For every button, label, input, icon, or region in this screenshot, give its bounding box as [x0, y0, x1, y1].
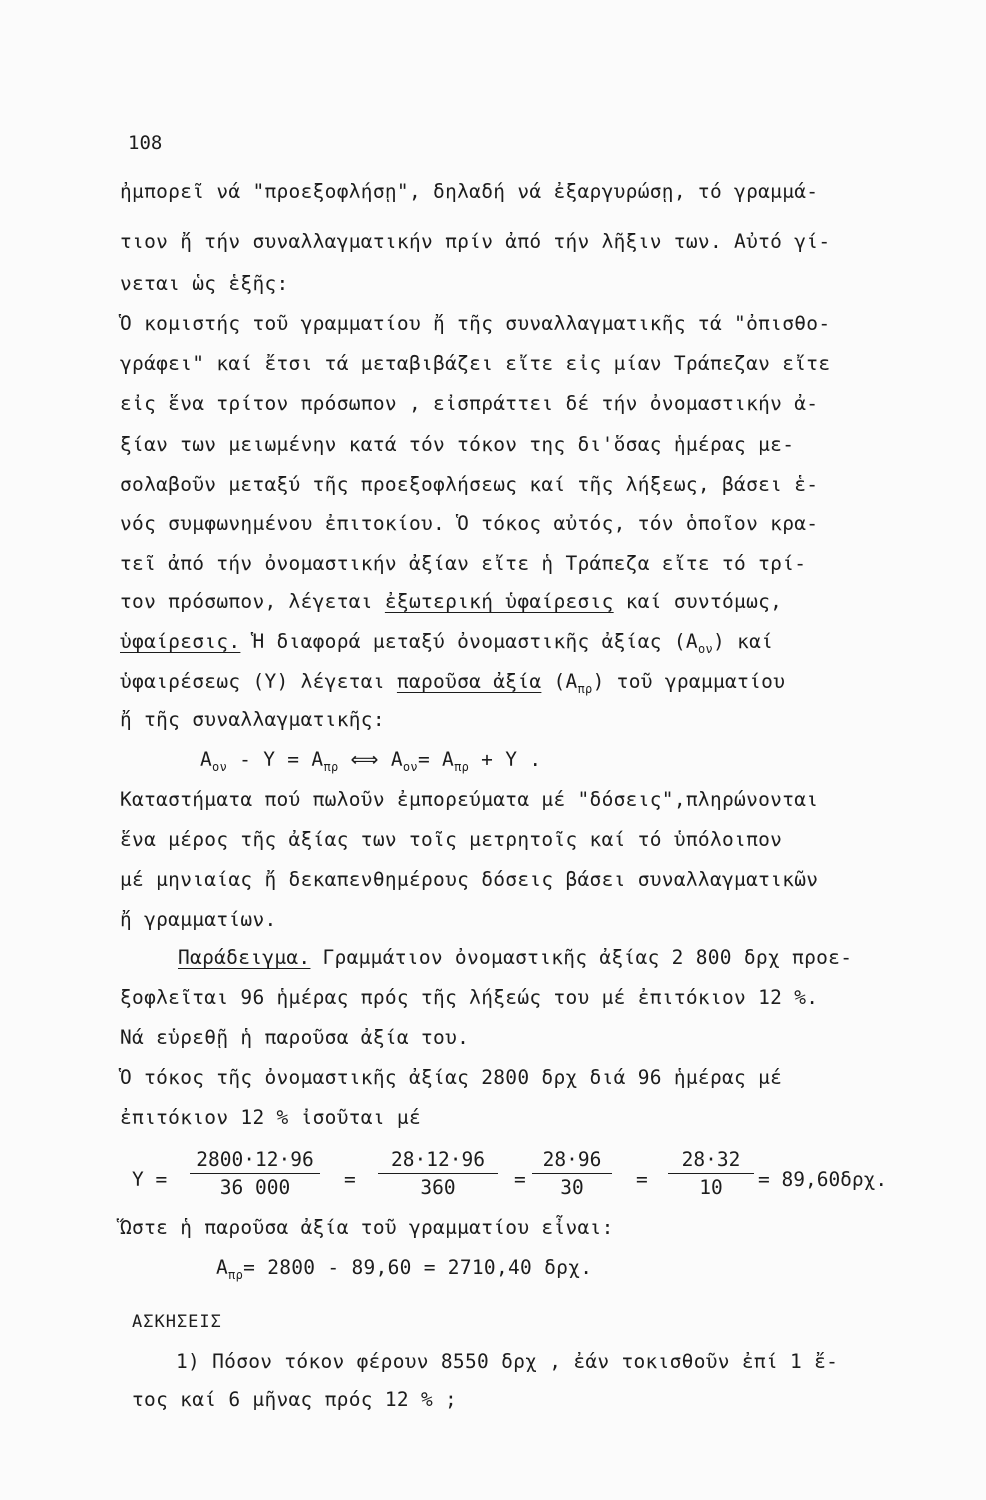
text-span: ) καί — [713, 630, 774, 653]
subscript: ον — [697, 642, 713, 656]
text-line: ἤ γραμματίων. — [120, 908, 277, 931]
text-line: ἤ τῆς συναλλαγματικῆς: — [120, 708, 385, 731]
text-line: Καταστήματα πού πωλοῦν ἐμπορεύματα μέ "δόσεις",πληρώνονται — [120, 788, 819, 811]
underlined-term: παροῦσα ἀξία — [396, 670, 542, 693]
fraction-numerator: 2800·12·96 — [190, 1148, 320, 1174]
formula-part: + Υ . — [469, 748, 542, 771]
page-number: 108 — [128, 132, 163, 154]
fraction-numerator: 28·12·96 — [378, 1148, 498, 1174]
text-line: γράφει" καί ἔτσι τά μεταβιβάζει εἴτε εἰς μίαν Τράπεζαν εἴτε — [120, 352, 831, 375]
equals-sign: = — [344, 1168, 356, 1191]
text-line: ἐπιτόκιον 12 % ἰσοῦται μέ — [120, 1106, 421, 1129]
text-line — [178, 946, 968, 970]
text-line — [120, 630, 910, 661]
text-span: ὑφαιρέσεως (Υ) λέγεται — [120, 670, 397, 693]
subscript: ον — [212, 760, 228, 774]
fraction-numerator: 28·32 — [668, 1148, 754, 1174]
fraction-2 — [378, 1148, 498, 1199]
fraction-4 — [668, 1148, 754, 1199]
formula-part: ⟺ Α — [338, 748, 403, 771]
equals-sign: = — [514, 1168, 526, 1191]
text-line: ἠμπορεῖ νά "προεξοφλήσῃ", δηλαδή νά ἐξαργυρώσῃ, τό γραμμά- — [120, 180, 819, 203]
text-line: μέ μηνιαίας ἤ δεκαπενθημέρους δόσεις βάσει συναλλαγματικῶν — [120, 868, 819, 891]
fraction-1 — [190, 1148, 320, 1199]
text-span: καί συντόμως, — [613, 590, 783, 613]
text-span: (Α — [541, 670, 578, 693]
fraction-denominator: 360 — [420, 1176, 456, 1199]
text-line: ἕνα μέρος τῆς ἀξίας των τοῖς μετρητοῖς καί τό ὑπόλοιπον — [120, 828, 783, 851]
exercises-heading: ΑΣΚΗΣΕΙΣ — [132, 1312, 222, 1332]
formula-present-value — [200, 748, 986, 779]
subscript: πρ — [577, 682, 593, 696]
formula-result: = 89,60δρχ. — [758, 1168, 888, 1191]
text-line — [120, 590, 910, 614]
example-heading: Παράδειγμα. — [178, 946, 311, 969]
underlined-term: ὑφαίρεσις. — [120, 630, 241, 653]
subscript: ον — [402, 760, 418, 774]
text-line: Ὁ τόκος τῆς ὀνομαστικῆς ἀξίας 2800 δρχ διά 96 ἡμέρας μέ — [120, 1066, 783, 1089]
equals-sign: = — [636, 1168, 648, 1191]
text-line: ξοφλεῖται 96 ἡμέρας πρός τῆς λήξεώς του μέ ἐπιτόκιον 12 %. — [120, 986, 819, 1009]
formula-lhs: Υ = — [132, 1168, 168, 1191]
fraction-numerator: 28·96 — [532, 1148, 612, 1174]
text-span: Γραμμάτιον ὀνομαστικῆς ἀξίας 2 800 δρχ προε- — [310, 946, 853, 969]
subscript: πρ — [454, 760, 470, 774]
fraction-denominator: 10 — [699, 1176, 723, 1199]
formula-final-value — [216, 1256, 986, 1287]
fraction-denominator: 30 — [560, 1176, 584, 1199]
exercise-1-continued: τος καί 6 μῆνας πρός 12 % ; — [132, 1388, 458, 1411]
text-line: νός συμφωνημένου ἐπιτοκίου. Ὁ τόκος αὐτός, τόν ὁποῖον κρα- — [120, 512, 819, 535]
subscript: πρ — [228, 1268, 244, 1282]
subscript: πρ — [323, 760, 339, 774]
text-line: Ὁ κομιστής τοῦ γραμματίου ἤ τῆς συναλλαγματικῆς τά "ὀπισθο- — [120, 312, 831, 335]
text-line: νεται ὡς ἑξῆς: — [120, 272, 289, 295]
formula-part: = 2800 - 89,60 = 2710,40 δρχ. — [243, 1256, 593, 1279]
text-span: ) τοῦ γραμματίου — [592, 670, 786, 693]
formula-part: Α — [216, 1256, 229, 1279]
formula-part: = Α — [417, 748, 455, 771]
text-line — [120, 670, 910, 701]
text-span: Ἡ διαφορά μεταξύ ὀνομαστικῆς ἀξίας (Α — [240, 630, 698, 653]
fraction-denominator: 36 000 — [219, 1176, 291, 1199]
formula-part: - Υ = Α — [227, 748, 324, 771]
text-line: Νά εὑρεθῇ ἡ παροῦσα ἀξία του. — [120, 1026, 470, 1049]
text-span: τον πρόσωπον, λέγεται — [120, 590, 385, 613]
fraction-3 — [532, 1148, 612, 1199]
text-line: τεῖ ἀπό τήν ὀνομαστικήν ἀξίαν εἴτε ἡ Τράπεζα εἴτε τό τρί- — [120, 552, 807, 575]
exercise-1: 1) Πόσον τόκον φέρουν 8550 δρχ , ἐάν τοκισθοῦν ἐπί 1 ἔ- — [176, 1350, 839, 1373]
underlined-term: ἐξωτερική ὑφαίρεσις — [384, 590, 614, 613]
text-line: εἰς ἕνα τρίτον πρόσωπον , εἰσπράττει δέ τήν ὀνομαστικήν ἀ- — [120, 392, 819, 415]
text-line: ξίαν των μειωμένην κατά τόν τόκον της δι'ὅσας ἡμέρας με- — [120, 433, 795, 456]
formula-part: Α — [200, 748, 213, 771]
text-line: σολαβοῦν μεταξύ τῆς προεξοφλήσεως καί τῆς λήξεως, βάσει ἑ- — [120, 473, 819, 496]
text-line: Ὥστε ἡ παροῦσα ἀξία τοῦ γραμματίου εἶναι: — [120, 1216, 614, 1239]
text-line: τιον ἤ τήν συναλλαγματικήν πρίν ἀπό τήν λῆξιν των. Αὐτό γί- — [120, 230, 831, 253]
